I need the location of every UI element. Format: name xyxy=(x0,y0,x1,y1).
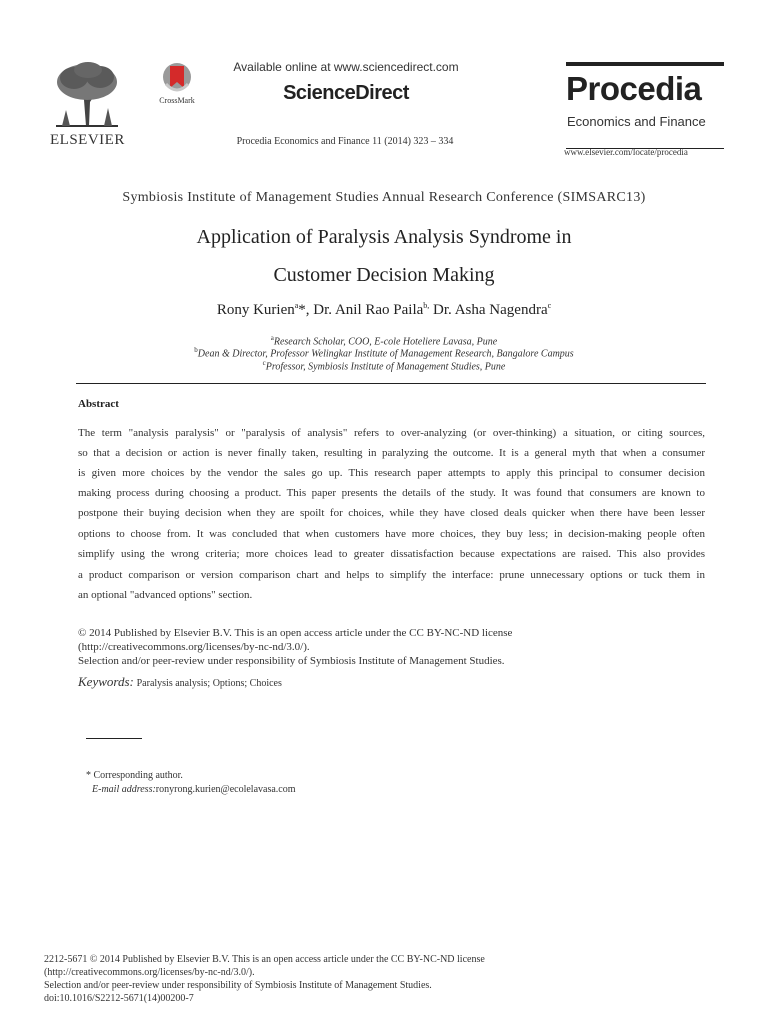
article-title-line-2: Customer Decision Making xyxy=(273,264,495,286)
abstract-line: is given more choices by the vendor the sales go up. This research paper attempts to apply this principal to consumer decision xyxy=(78,467,705,479)
affiliation-marker: a xyxy=(270,334,274,342)
footer-issn-license: 2212-5671 © 2014 Published by Elsevier B.V. This is an open access article under the CC BY-NC-ND license xyxy=(44,954,485,965)
peer-review-statement: Selection and/or peer-review under responsibility of Symbiosis Institute of Management Studies. xyxy=(78,655,505,667)
author-marker: c xyxy=(547,301,552,310)
affiliation-text: Research Scholar, COO, E-cole Hoteliere Lavasa, Pune xyxy=(273,336,498,348)
license-link[interactable]: (http://creativecommons.org/licenses/by-nc-nd/3.0/). xyxy=(78,641,310,653)
crossmark-label: CrossMark xyxy=(159,96,195,105)
affiliation-text: Professor, Symbiosis Institute of Management Studies, Pune xyxy=(265,361,506,373)
affiliation-text: Dean & Director, Professor Welingkar Institute of Management Research, Bangalore Campus xyxy=(197,348,574,360)
conference-name: Symbiosis Institute of Management Studies Annual Research Conference (SIMSARC13) xyxy=(122,190,646,205)
procedia-subtitle: Economics and Finance xyxy=(567,114,706,129)
affiliation-marker: c xyxy=(262,359,266,367)
abstract-line: simplify using the wrong criteria; more choices lead to greater dissatisfaction because expectations are raised. This also provides xyxy=(78,548,705,560)
abstract-line: so that a decision or action is never finally taken, resulting in paralyzing the outcome. It is a general myth that when a consumer xyxy=(78,447,705,459)
license-statement: © 2014 Published by Elsevier B.V. This is an open access article under the CC BY-NC-ND license xyxy=(78,627,513,639)
author-name: Rony Kurien xyxy=(216,302,295,318)
crossmark-icon xyxy=(162,62,192,96)
keywords-label: Keywords: xyxy=(78,674,134,689)
affiliation-marker: b xyxy=(194,346,198,354)
abstract-line: options to choose from. It was concluded that when customers have more choices, they buy less; in decision-making people often xyxy=(78,528,705,540)
abstract-line: making process during choosing a product. This paper presents the details of the study. It was found that consumers are known to xyxy=(78,487,705,499)
abstract-heading: Abstract xyxy=(78,398,119,410)
affiliation-b xyxy=(60,346,708,359)
keywords-value: Paralysis analysis; Options; Choices xyxy=(136,678,282,689)
abstract-line: a product comparison or version comparison chart and helps to simplify the interface: prune unnecessary options or tuck them in xyxy=(78,569,705,581)
footnote-divider xyxy=(86,738,142,739)
author-list xyxy=(60,301,708,319)
author-name: Dr. Anil Rao Paila xyxy=(313,302,424,318)
author-name: Dr. Asha Nagendra xyxy=(433,302,548,318)
footer-doi[interactable]: doi:10.1016/S2212-5671(14)00200-7 xyxy=(44,993,194,1004)
sciencedirect-brand: ScienceDirect xyxy=(283,82,409,104)
corresponding-author-note: * Corresponding author. xyxy=(86,770,183,781)
email-label: E-mail address: xyxy=(92,784,156,795)
journal-url[interactable]: www.elsevier.com/locate/procedia xyxy=(564,147,688,157)
author-separator: *, xyxy=(298,302,314,318)
email-note xyxy=(92,784,296,795)
publisher-name: ELSEVIER xyxy=(50,132,125,148)
elsevier-logo xyxy=(48,60,130,150)
author-marker: a xyxy=(294,301,299,310)
available-online-text[interactable]: Available online at www.sciencedirect.com xyxy=(233,60,459,74)
procedia-banner xyxy=(566,62,724,149)
keywords-line xyxy=(78,674,282,690)
affiliation-c xyxy=(60,359,708,372)
abstract-line: The term "analysis paralysis" or "paralysis of analysis" refers to over-analyzing (or over-thinking) a situation, or citing sources, xyxy=(78,427,705,439)
email-address[interactable]: ronyrong.kurien@ecolelavasa.com xyxy=(155,784,296,795)
article-title-line-1: Application of Paralysis Analysis Syndrome in xyxy=(196,226,572,248)
crossmark-badge[interactable] xyxy=(152,62,202,112)
elsevier-tree-icon xyxy=(48,60,126,130)
header-divider xyxy=(76,383,706,384)
procedia-title: Procedia xyxy=(566,70,702,107)
footer-license-link[interactable]: (http://creativecommons.org/licenses/by-nc-nd/3.0/). xyxy=(44,967,255,978)
footer-peer-review: Selection and/or peer-review under responsibility of Symbiosis Institute of Management Studies. xyxy=(44,980,432,991)
author-marker: b, xyxy=(423,301,430,310)
abstract-line: postpone their buying decision when they are spoilt for choices, while they have closed deals quicker when there have been lesser xyxy=(78,507,705,519)
journal-citation: Procedia Economics and Finance 11 (2014) 323 – 334 xyxy=(236,136,454,147)
abstract-line: an optional "advanced options" section. xyxy=(78,589,253,601)
